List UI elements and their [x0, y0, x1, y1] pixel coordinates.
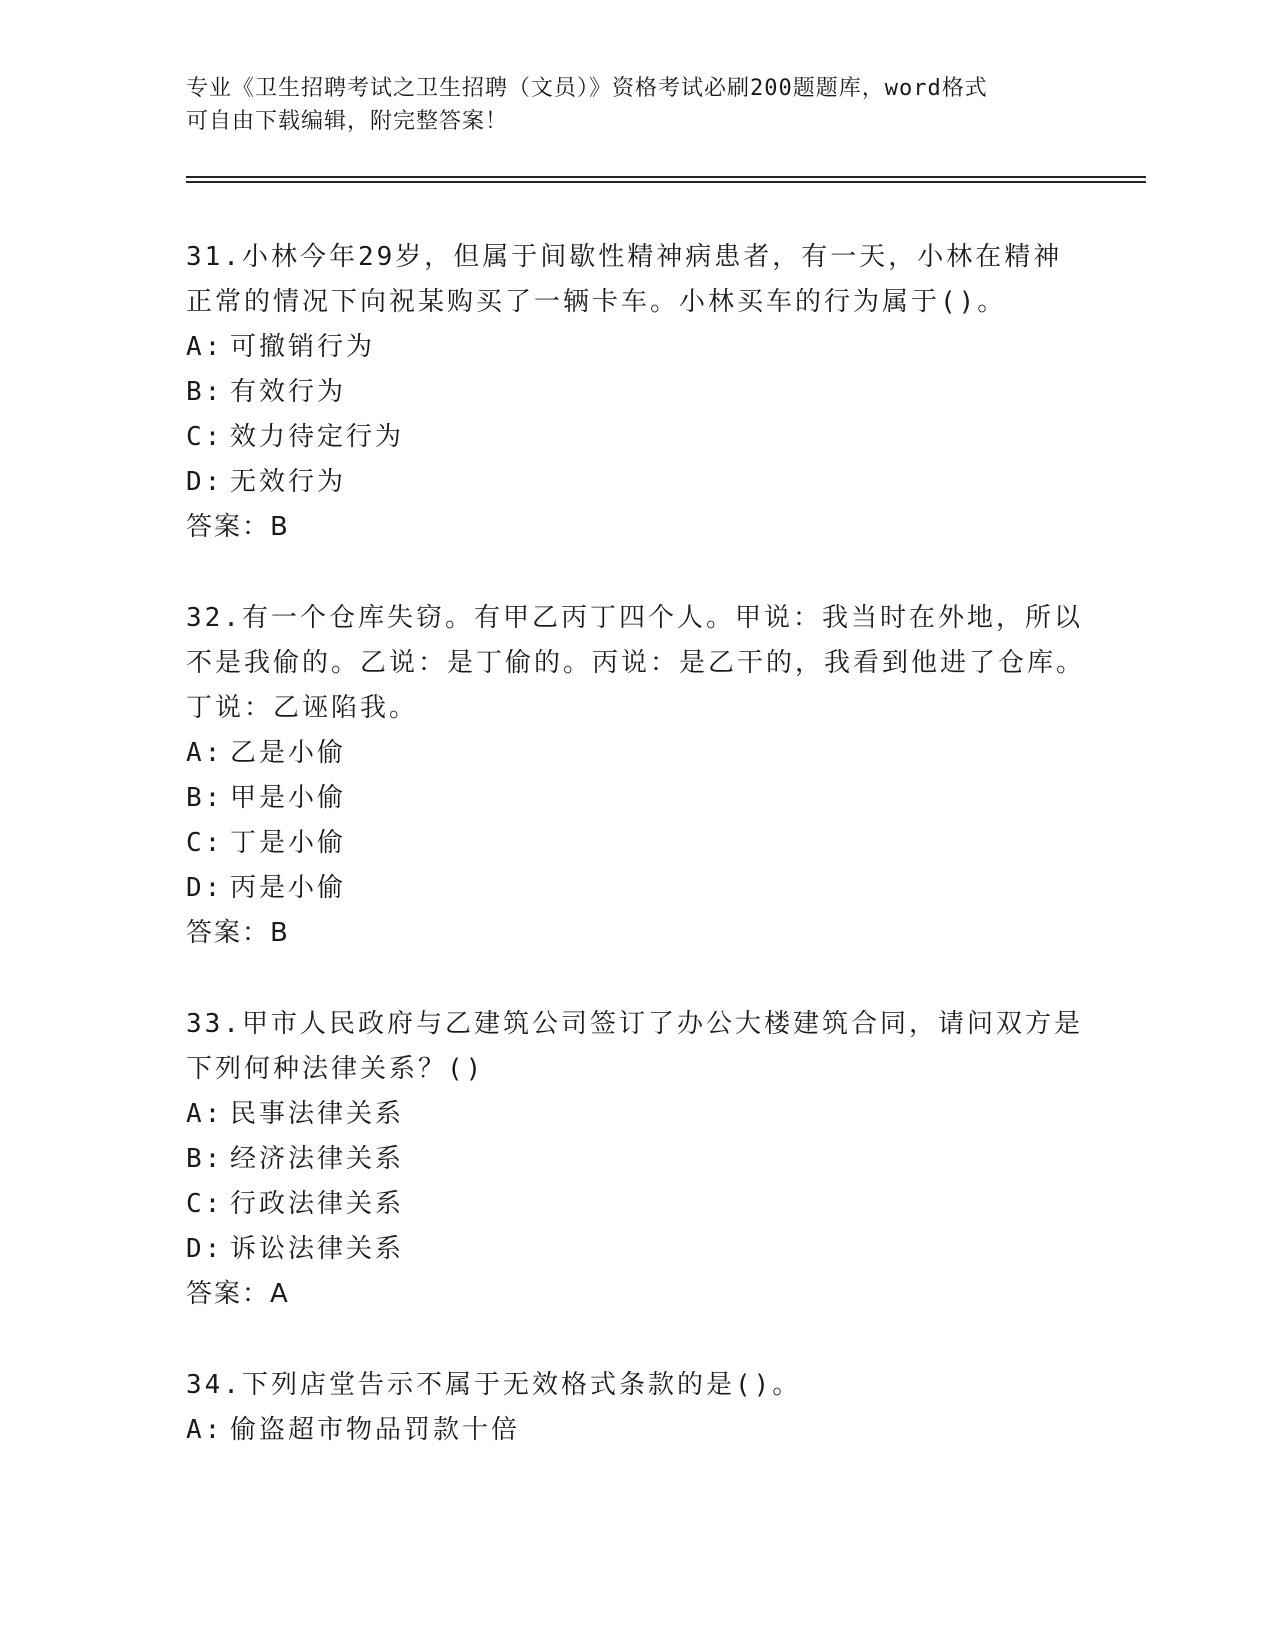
option-a	[186, 1408, 1086, 1453]
option-letter: D:	[186, 467, 224, 497]
option-d	[186, 1227, 1086, 1272]
header-divider	[186, 176, 1146, 183]
option-letter: B:	[186, 377, 224, 407]
answer-line: 答案：B	[186, 918, 290, 948]
option-letter: C:	[186, 828, 224, 858]
header-line-2: 可自由下载编辑，附完整答案！	[186, 109, 509, 134]
option-d	[186, 460, 1086, 505]
option-letter: B:	[186, 783, 224, 813]
option-letter: A:	[186, 738, 224, 768]
option-text: 偷盗超市物品罚款十倍	[230, 1415, 521, 1445]
option-text: 丙是小偷	[230, 873, 347, 903]
option-letter: D:	[186, 873, 224, 903]
option-b	[186, 776, 1086, 821]
option-text: 诉讼法律关系	[230, 1234, 405, 1264]
option-text: 经济法律关系	[230, 1144, 405, 1174]
question-list	[186, 235, 1086, 1499]
option-b	[186, 1137, 1086, 1182]
option-text: 民事法律关系	[230, 1099, 405, 1129]
question-text: 33.甲市人民政府与乙建筑公司签订了办公大楼建筑合同，请问双方是下列何种法律关系？()	[186, 1009, 1083, 1084]
option-letter: C:	[186, 1189, 224, 1219]
option-letter: C:	[186, 422, 224, 452]
option-text: 有效行为	[230, 377, 347, 407]
option-text: 无效行为	[230, 467, 347, 497]
option-text: 丁是小偷	[230, 828, 347, 858]
option-b	[186, 370, 1086, 415]
question-text: 34.下列店堂告示不属于无效格式条款的是()。	[186, 1370, 802, 1400]
option-c	[186, 821, 1086, 866]
option-letter: B:	[186, 1144, 224, 1174]
option-text: 甲是小偷	[230, 783, 347, 813]
option-a	[186, 1092, 1086, 1137]
option-text: 可撤销行为	[230, 332, 376, 362]
option-letter: A:	[186, 1415, 224, 1445]
option-text: 行政法律关系	[230, 1189, 405, 1219]
document-header	[186, 72, 1066, 138]
option-text: 效力待定行为	[230, 422, 405, 452]
option-a	[186, 325, 1086, 370]
option-c	[186, 1182, 1086, 1227]
question-33	[186, 1002, 1086, 1317]
question-text: 31.小林今年29岁，但属于间歇性精神病患者，有一天，小林在精神正常的情况下向祝某购买了一辆卡车。小林买车的行为属于()。	[186, 242, 1063, 317]
header-line-1: 专业《卫生招聘考试之卫生招聘（文员）》资格考试必刷200题题库，word格式	[186, 76, 988, 101]
option-d	[186, 866, 1086, 911]
option-letter: A:	[186, 1099, 224, 1129]
answer-line: 答案：A	[186, 1279, 290, 1309]
option-text: 乙是小偷	[230, 738, 347, 768]
question-text: 32.有一个仓库失窃。有甲乙丙丁四个人。甲说：我当时在外地，所以不是我偷的。乙说：是丁偷的。丙说：是乙干的，我看到他进了仓库。丁说：乙诬陷我。	[186, 603, 1086, 723]
question-34	[186, 1363, 1086, 1453]
question-32	[186, 596, 1086, 956]
option-c	[186, 415, 1086, 460]
option-letter: A:	[186, 332, 224, 362]
option-letter: D:	[186, 1234, 224, 1264]
answer-line: 答案：B	[186, 512, 290, 542]
option-a	[186, 731, 1086, 776]
question-31	[186, 235, 1086, 550]
